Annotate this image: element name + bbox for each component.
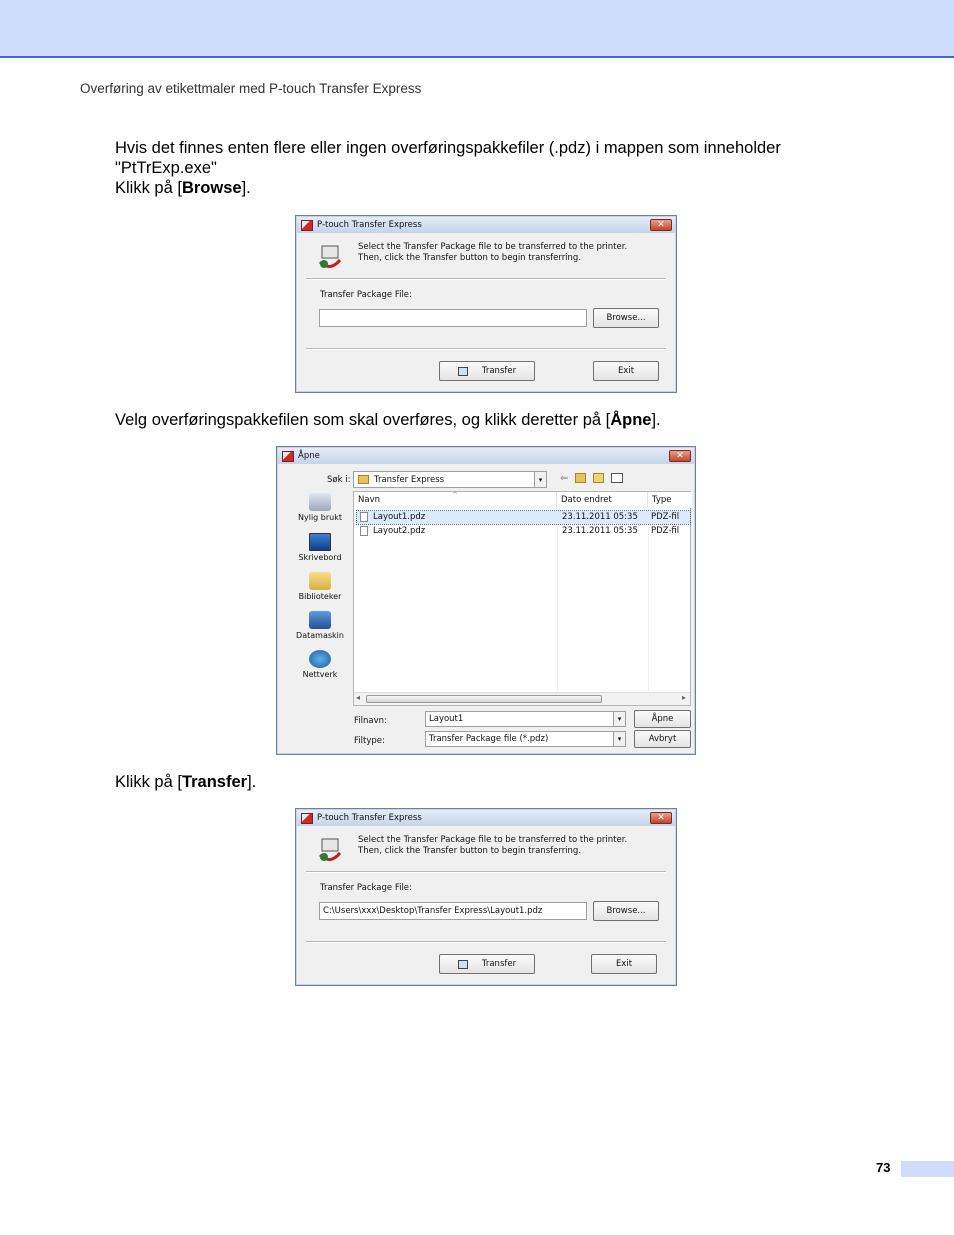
scroll-thumb[interactable]: [366, 695, 602, 703]
step2-text: [115, 410, 661, 430]
step1-text: [115, 138, 781, 198]
page-number: 73: [876, 1160, 891, 1175]
header-band: [0, 0, 954, 58]
step3-bold: Transfer: [181, 773, 248, 791]
chevron-down-icon[interactable]: ▾: [613, 732, 625, 746]
column-header-type[interactable]: [648, 492, 692, 508]
network-icon: [309, 650, 331, 668]
step1-line1: Hvis det finnes enten flere eller ingen overføringspakkefiler (.pdz) i mappen som inneholder: [115, 139, 781, 157]
app-icon: [282, 451, 294, 462]
instruction-line2: Then, click the Transfer button to begin transferring.: [358, 846, 582, 856]
file-row-selected[interactable]: [357, 511, 690, 524]
filename-label: Filnavn:: [354, 716, 387, 726]
transfer-button[interactable]: [439, 954, 535, 974]
file-path-input[interactable]: C:\Users\xxx\Desktop\Transfer Express\Layout1.pdz: [319, 902, 587, 920]
chevron-down-icon[interactable]: ▾: [613, 712, 625, 726]
file-date: 23.11.2011 05:35: [562, 512, 638, 522]
browse-button[interactable]: Browse...: [593, 901, 659, 921]
scroll-right-icon[interactable]: ▸: [681, 693, 686, 702]
app-icon: [301, 220, 313, 231]
step3-post: ].: [247, 773, 257, 791]
step1-line2: "PtTrExp.exe": [115, 159, 217, 177]
file-label: Transfer Package File:: [320, 883, 412, 893]
exit-button[interactable]: Exit: [593, 361, 659, 381]
file-name: Layout1.pdz: [373, 512, 426, 522]
place-label: Biblioteker: [298, 592, 342, 601]
chevron-down-icon[interactable]: ▾: [534, 472, 546, 487]
close-button[interactable]: ✕: [650, 812, 672, 824]
divider: [306, 278, 666, 280]
new-folder-icon[interactable]: [593, 473, 604, 483]
transfer-icon: [316, 242, 346, 272]
filetype-label: Filtype:: [354, 736, 385, 746]
transfer-icon: [316, 835, 346, 865]
titlebar: [297, 810, 675, 826]
folder-icon: [358, 475, 369, 484]
filetype-combo[interactable]: [425, 731, 626, 747]
titlebar: [278, 448, 694, 464]
file-icon: [360, 526, 368, 536]
divider: [306, 348, 666, 350]
up-folder-icon[interactable]: [575, 473, 586, 483]
open-button[interactable]: Åpne: [634, 710, 691, 728]
look-in-value: Transfer Express: [374, 474, 445, 485]
column-header-name[interactable]: [354, 492, 557, 508]
look-in-label: Søk i:: [327, 475, 351, 485]
file-type: PDZ-fil: [651, 526, 680, 536]
dialog-title: P-touch Transfer Express: [317, 813, 422, 823]
step3-text: [115, 772, 256, 792]
titlebar: [297, 217, 675, 233]
sort-up-icon: ^: [452, 491, 458, 499]
transfer-dialog-empty: [295, 215, 677, 393]
view-menu-icon[interactable]: [611, 473, 623, 483]
step2-post: ].: [651, 411, 661, 429]
place-label: Nettverk: [302, 670, 338, 679]
transfer-btn-icon: [458, 367, 468, 376]
step2-bold: Åpne: [610, 411, 652, 429]
file-row[interactable]: [357, 525, 690, 538]
app-icon: [301, 813, 313, 824]
divider: [306, 871, 666, 873]
instruction-line1: Select the Transfer Package file to be transferred to the printer.: [358, 242, 628, 252]
place-libraries[interactable]: [287, 572, 353, 601]
step2-pre: Velg overføringspakkefilen som skal overføres, og klikk deretter på [: [115, 411, 611, 429]
place-computer[interactable]: [287, 611, 353, 640]
transfer-dialog-filled: [295, 808, 677, 986]
look-in-combo[interactable]: [353, 471, 547, 488]
file-icon: [360, 512, 368, 522]
running-title: Overføring av etikettmaler med P-touch Transfer Express: [80, 81, 422, 96]
computer-icon: [309, 611, 331, 629]
transfer-button[interactable]: [439, 361, 535, 381]
file-name: Layout2.pdz: [373, 526, 426, 536]
step3-pre: Klikk på [: [115, 773, 182, 791]
close-button[interactable]: ✕: [669, 450, 691, 462]
file-path-input[interactable]: [319, 309, 587, 327]
step1-pre: Klikk på [: [115, 179, 182, 197]
step1-line3: [115, 178, 781, 198]
column-header-date[interactable]: [557, 492, 648, 508]
file-type: PDZ-fil: [651, 512, 680, 522]
filename-combo[interactable]: [425, 711, 626, 727]
place-label: Datamaskin: [296, 631, 344, 640]
browse-button[interactable]: Browse...: [593, 308, 659, 328]
horizontal-scrollbar[interactable]: [354, 692, 690, 705]
file-date: 23.11.2011 05:35: [562, 526, 638, 536]
transfer-button-label: Transfer: [481, 366, 517, 376]
filetype-value: Transfer Package file (*.pdz): [429, 734, 549, 744]
column-label: Dato endret: [561, 495, 612, 505]
divider: [306, 941, 666, 943]
recent-icon: [309, 493, 331, 511]
place-network[interactable]: [287, 650, 353, 679]
instruction-line1: Select the Transfer Package file to be transferred to the printer.: [358, 835, 628, 845]
exit-button[interactable]: Exit: [591, 954, 657, 974]
cancel-button[interactable]: Avbryt: [634, 730, 691, 748]
column-label: Type: [652, 495, 672, 505]
transfer-btn-icon: [458, 960, 468, 969]
transfer-button-label: Transfer: [481, 959, 517, 969]
dialog-title: P-touch Transfer Express: [317, 220, 422, 230]
close-button[interactable]: ✕: [650, 219, 672, 231]
place-desktop[interactable]: [287, 533, 353, 562]
scroll-left-icon[interactable]: ◂: [356, 693, 361, 702]
open-file-dialog: [276, 446, 696, 755]
step1-post: ].: [241, 179, 251, 197]
file-label: Transfer Package File:: [320, 290, 412, 300]
libraries-icon: [309, 572, 331, 590]
step1-bold: Browse: [181, 179, 242, 197]
back-icon[interactable]: ⇐: [560, 473, 569, 484]
file-list[interactable]: [353, 491, 691, 706]
place-label: Nylig brukt: [298, 513, 342, 522]
dialog-title: Åpne: [298, 451, 320, 461]
instruction-line2: Then, click the Transfer button to begin transferring.: [358, 253, 582, 263]
place-recent[interactable]: [287, 493, 353, 522]
filename-value: Layout1: [429, 714, 464, 724]
desktop-icon: [309, 533, 331, 551]
place-label: Skrivebord: [298, 553, 342, 562]
column-label: Navn: [358, 495, 380, 505]
page-tab: [901, 1161, 954, 1177]
